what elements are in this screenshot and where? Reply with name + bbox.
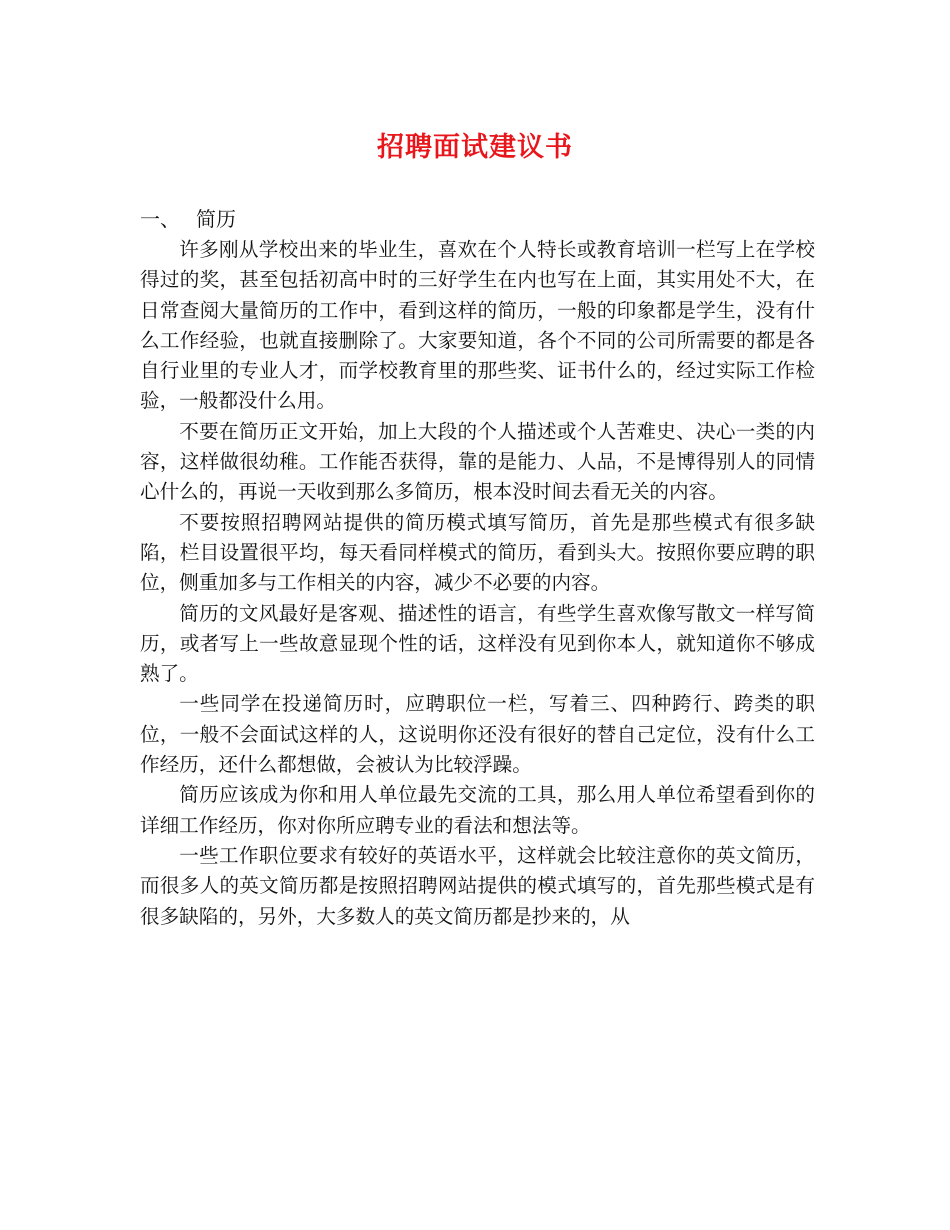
section-number: 一、 [140,207,180,231]
paragraph-communication-tool: 简历应该成为你和用人单位最先交流的工具，那么用人单位希望看到你的详细工作经历，你对你所应聘专业的看法和想法等。 [140,783,815,837]
document-body [140,203,815,932]
paragraph-personal-description: 不要在简历正文开始，加上大段的个人描述或个人苦难史、决心一类的内容，这样做很幼稚。工作能否获得，靠的是能力、人品，不是博得别人的同情心什么的，再说一天收到那么多简历，根本没时间去看无关的内容。 [140,419,815,504]
paragraph-target-position: 一些同学在投递简历时，应聘职位一栏，写着三、四种跨行、跨类的职位，一般不会面试这样的人，这说明你还没有很好的替自己定位，没有什么工作经历，还什么都想做，会被认为比较浮躁。 [140,692,815,777]
paragraph-resume-template: 不要按照招聘网站提供的简历模式填写简历，首先是那些模式有很多缺陷，栏目设置很平均，每天看同样模式的简历，看到头大。按照你要应聘的职位，侧重加多与工作相关的内容，减少不必要的内容。 [140,510,815,595]
paragraph-writing-style: 简历的文风最好是客观、描述性的语言，有些学生喜欢像写散文一样写简历，或者写上一些故意显现个性的话，这样没有见到你本人，就知道你不够成熟了。 [140,601,815,686]
section-heading [140,203,815,235]
paragraph-english-resume: 一些工作职位要求有较好的英语水平，这样就会比较注意你的英文简历，而很多人的英文简历都是按照招聘网站提供的模式填写的，首先那些模式是有很多缺陷的，另外，大多数人的英文简历都是抄来的，从 [140,843,815,928]
document-title: 招聘面试建议书 [377,132,573,163]
section-title: 简历 [196,207,236,231]
paragraph-awards: 许多刚从学校出来的毕业生，喜欢在个人特长或教育培训一栏写上在学校得过的奖，甚至包括初高中时的三好学生在内也写在上面，其实用处不大，在日常查阅大量简历的工作中，看到这样的简历，一般的印象都是学生，没有什么工作经验，也就直接删除了。大家要知道，各个不同的公司所需要的都是各自行业里的专业人才，而学校教育里的那些奖、证书什么的，经过实际工作检验，一般都没什么用。 [140,238,815,413]
